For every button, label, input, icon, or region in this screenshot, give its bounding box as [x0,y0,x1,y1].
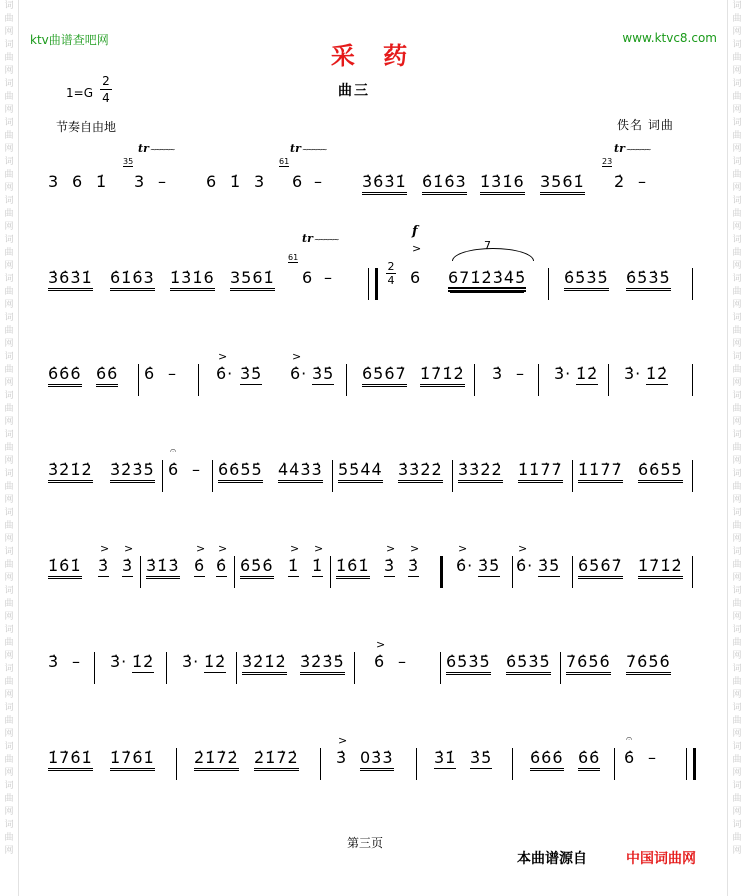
accent-mark: > [218,542,228,555]
accent-mark: > [338,734,348,747]
tuplet-slur [452,248,534,261]
inline-meter [386,260,396,287]
note-group: 1̇2̇ [132,652,155,671]
note-group: 3̇3̇2̇2̇ [458,460,503,483]
note-group: 6̇6̇6̇ [48,364,82,387]
barline [692,364,693,396]
note: 3̇· [110,652,128,671]
note-group: 4̇4̇3̇3̇ [278,460,323,483]
barline [330,556,331,588]
final-barline [686,748,696,780]
note-group: 6̇6̇ [96,364,118,387]
note: 1̇ [96,172,108,191]
accent-mark: > [218,350,228,363]
note: 6 [72,172,84,191]
edge-divider-right [727,0,728,896]
note: 1̇ [230,172,242,191]
fermata-mark: 𝄐 [626,732,633,745]
accent-mark: > [458,542,468,555]
grace-note: 61 [279,157,290,166]
barline [512,556,513,588]
note: 6̇ [144,364,156,383]
note-group: 6̇6̇5̇5̇ [638,460,683,483]
note: 1̇ [312,556,324,575]
note-group: 2̇1̇7̇2̇ [194,748,239,771]
barline [452,460,453,492]
note: 3̇ [336,748,348,767]
barline [236,652,237,684]
note: 2̇ [614,172,626,191]
barline [608,364,609,396]
note-group: 5̇5̇4̇4̇ [338,460,383,483]
note: 6̇· [456,556,474,575]
meter-top: 2 [102,74,110,88]
note-group: 3̇5̇ [312,364,335,383]
note-group: 3̇5̇ [470,748,493,767]
tuplet-number: 7 [484,239,491,252]
note: 3̇ [408,556,420,575]
note-group: 1̇7̇6̇1̇ [48,748,93,771]
note: 6 [302,268,314,287]
accent-mark: > [290,542,300,555]
note-dash: – [516,364,525,383]
note: 6̇· [290,364,308,383]
barline [198,364,199,396]
song-title: 采 药 [330,41,418,70]
barline [346,364,347,396]
barline [138,364,139,396]
note: 3 [48,172,60,191]
site-url-link[interactable]: www.ktvc8.com [622,31,717,45]
note-group: 1̇3̇1̇6 [480,172,525,195]
tempo-marking: 节奏自由地 [56,120,117,134]
note-group: 6̇5̇3̇5̇ [446,652,491,675]
score-row-2 [48,224,698,318]
note: 3̇· [182,652,200,671]
barline [692,460,693,492]
note-group: 6̇6̇6̇ [530,748,564,771]
note: 6 [292,172,304,191]
note-group: 3̇1̇ [434,748,457,767]
note-group: 671̇2̇3̇4̇5̇ [448,268,526,292]
page-number: 第三页 [346,836,383,850]
note: 6̇ [216,556,228,575]
note-group: 1̇3̇1̇6 [170,268,215,291]
accent-mark: > [386,542,396,555]
barline [332,460,333,492]
inline-meter-bottom: 4 [387,274,395,287]
note: 6̇· [216,364,234,383]
meter-bottom: 4 [102,91,110,105]
note: 6̇ [194,556,206,575]
barline [94,652,95,684]
barline [548,268,549,300]
barline [512,748,513,780]
note-dash: – [72,652,81,671]
note: 3̇ [492,364,504,383]
note-group: 6̇5̇3̇5̇ [564,268,609,291]
accent-mark: > [410,542,420,555]
barline [692,268,693,300]
note-group: 6̇5̇3̇5̇ [626,268,671,291]
grace-note: 23 [602,157,613,166]
barline [572,556,573,588]
note-group: 1̇1̇7̇7̇ [518,460,563,483]
note-group: 1̇2̇ [646,364,669,383]
note-group: 2̇1̇7̇2̇ [254,748,299,771]
note: 3̇· [554,364,572,383]
note-group: 1̇7̇1̇2̇ [420,364,465,387]
note-group: 1̇6̇1̇ [336,556,370,579]
note-dash: – [638,172,647,191]
note-dash: – [398,652,407,671]
note: 3̇ [48,652,60,671]
grace-note: 61 [288,253,299,262]
grace-note: 35 [123,157,134,166]
note-dash: – [158,172,167,191]
note: 6̇ [624,748,636,767]
barline [320,748,321,780]
accent-mark: > [518,542,528,555]
note-dash: – [324,268,333,287]
trill-mark: tr ~~~~~ [614,142,649,155]
note-group: 3̇1̇3̇ [146,556,180,579]
note-group: 3561̇ [540,172,585,195]
note-group: 3̇2̇1̇2̇ [48,460,93,483]
barline [162,460,163,492]
barline [572,460,573,492]
accent-mark: > [292,350,302,363]
source-brand-link[interactable]: 中国词曲网 [626,851,696,867]
trill-mark: tr ~~~~~ [302,232,337,245]
note-dash: – [314,172,323,191]
note-group: 1̇1̇7̇7̇ [578,460,623,483]
barline [140,556,141,588]
barline [354,652,355,684]
accent-mark: > [412,242,422,255]
barline [692,556,693,588]
edge-divider-left [18,0,19,896]
note-group: 3̇3̇2̇2̇ [398,460,443,483]
accent-mark: > [196,542,206,555]
trill-mark: tr ~~~~~ [290,142,325,155]
note-group: 3̇2̇1̇2̇ [242,652,287,675]
note: 3̇ [122,556,134,575]
barline [538,364,539,396]
note-group: 1̇2̇ [576,364,599,383]
note-group: 1̇7̇6̇1̇ [110,748,155,771]
score-row-4 [48,444,698,510]
note: 3 [254,172,266,191]
note-group: 3̇6̇3̇1̇ [48,268,93,291]
note-group: 3̇2̇3̇5̇ [300,652,345,675]
note-group: 6̇5̇6̇7̇ [578,556,623,579]
site-name-link[interactable]: ktv曲谱查吧网 [30,33,109,47]
accent-mark: > [314,542,324,555]
note-group: 3̇5̇ [538,556,561,575]
barline [560,652,561,684]
note-group: 3̇2̇3̇5̇ [110,460,155,483]
note: 6̇· [516,556,534,575]
repeat-barline [440,556,443,588]
composer-credit: 佚名 词曲 [617,118,674,132]
score-row-3 [48,350,698,414]
fermata-mark: 𝄐 [170,444,177,457]
side-watermark-left: 词曲网词曲网词曲网词曲网词曲网词曲网词曲网词曲网词曲网词曲网词曲网词曲网词曲网词曲网词曲网词曲网词曲网词曲网词曲网词曲网词曲网词曲网 [4,1,14,856]
note: 3̇· [624,364,642,383]
note: 3 [134,172,146,191]
barline [440,652,441,684]
accent-mark: > [376,638,386,651]
inline-meter-top: 2 [387,260,395,273]
note-group: 3̇6̇3̇1̇ [362,172,407,195]
note-group: 6̇5̇6̇7̇ [362,364,407,387]
note: 6 [410,268,422,287]
note: 6̇ [168,460,180,479]
song-subtitle: 曲三 [338,83,370,99]
note: 6 [206,172,218,191]
note: 6̇ [374,652,386,671]
note-group: 7̇6̇5̇6̇ [566,652,611,675]
note-group: 7̇6̇5̇6̇ [626,652,671,675]
note-group: 6̇6̇ [578,748,600,771]
double-barline [368,268,378,300]
note-group: 6̇6̇5̇5̇ [218,460,263,483]
barline [212,460,213,492]
note: 3̇ [98,556,110,575]
note-group: 1̇6̇1̇ [48,556,82,579]
side-watermark-right: 词曲网词曲网词曲网词曲网词曲网词曲网词曲网词曲网词曲网词曲网词曲网词曲网词曲网词曲网词曲网词曲网词曲网词曲网词曲网词曲网词曲网词曲网 [732,1,742,856]
trill-mark: tr ~~~~~ [138,142,173,155]
score-row-6 [48,638,698,702]
score-row-7 [48,732,698,798]
note-group: 3̇5̇ [240,364,263,383]
note-group: 03̇3̇ [360,748,394,771]
note-dash: – [192,460,201,479]
score-row-5 [48,542,698,606]
note-dash: – [648,748,657,767]
note: 3̇ [384,556,396,575]
note-group: 1̇2̇ [204,652,227,671]
time-signature [100,74,112,105]
note-dash: – [168,364,177,383]
barline [176,748,177,780]
note-group: 6̇1̇6̇3 [110,268,155,291]
note-group: 1̇7̇1̇2̇ [638,556,683,579]
note-group: 3̇5̇ [478,556,501,575]
accent-mark: > [100,542,110,555]
score-row-1 [48,142,698,222]
barline [166,652,167,684]
note-group: 6̇1̇6̇3 [422,172,467,195]
accent-mark: > [124,542,134,555]
note: 1̇ [288,556,300,575]
barline [416,748,417,780]
key-signature: 1=G [66,86,93,100]
forte-mark: f [412,224,418,239]
barline [614,748,615,780]
source-label: 本曲谱源自 [517,851,587,867]
note-group: 6̇5̇3̇5̇ [506,652,551,675]
note-group: 3561̇ [230,268,275,291]
barline [474,364,475,396]
note-group: 6̇5̇6̇ [240,556,274,579]
barline [234,556,235,588]
